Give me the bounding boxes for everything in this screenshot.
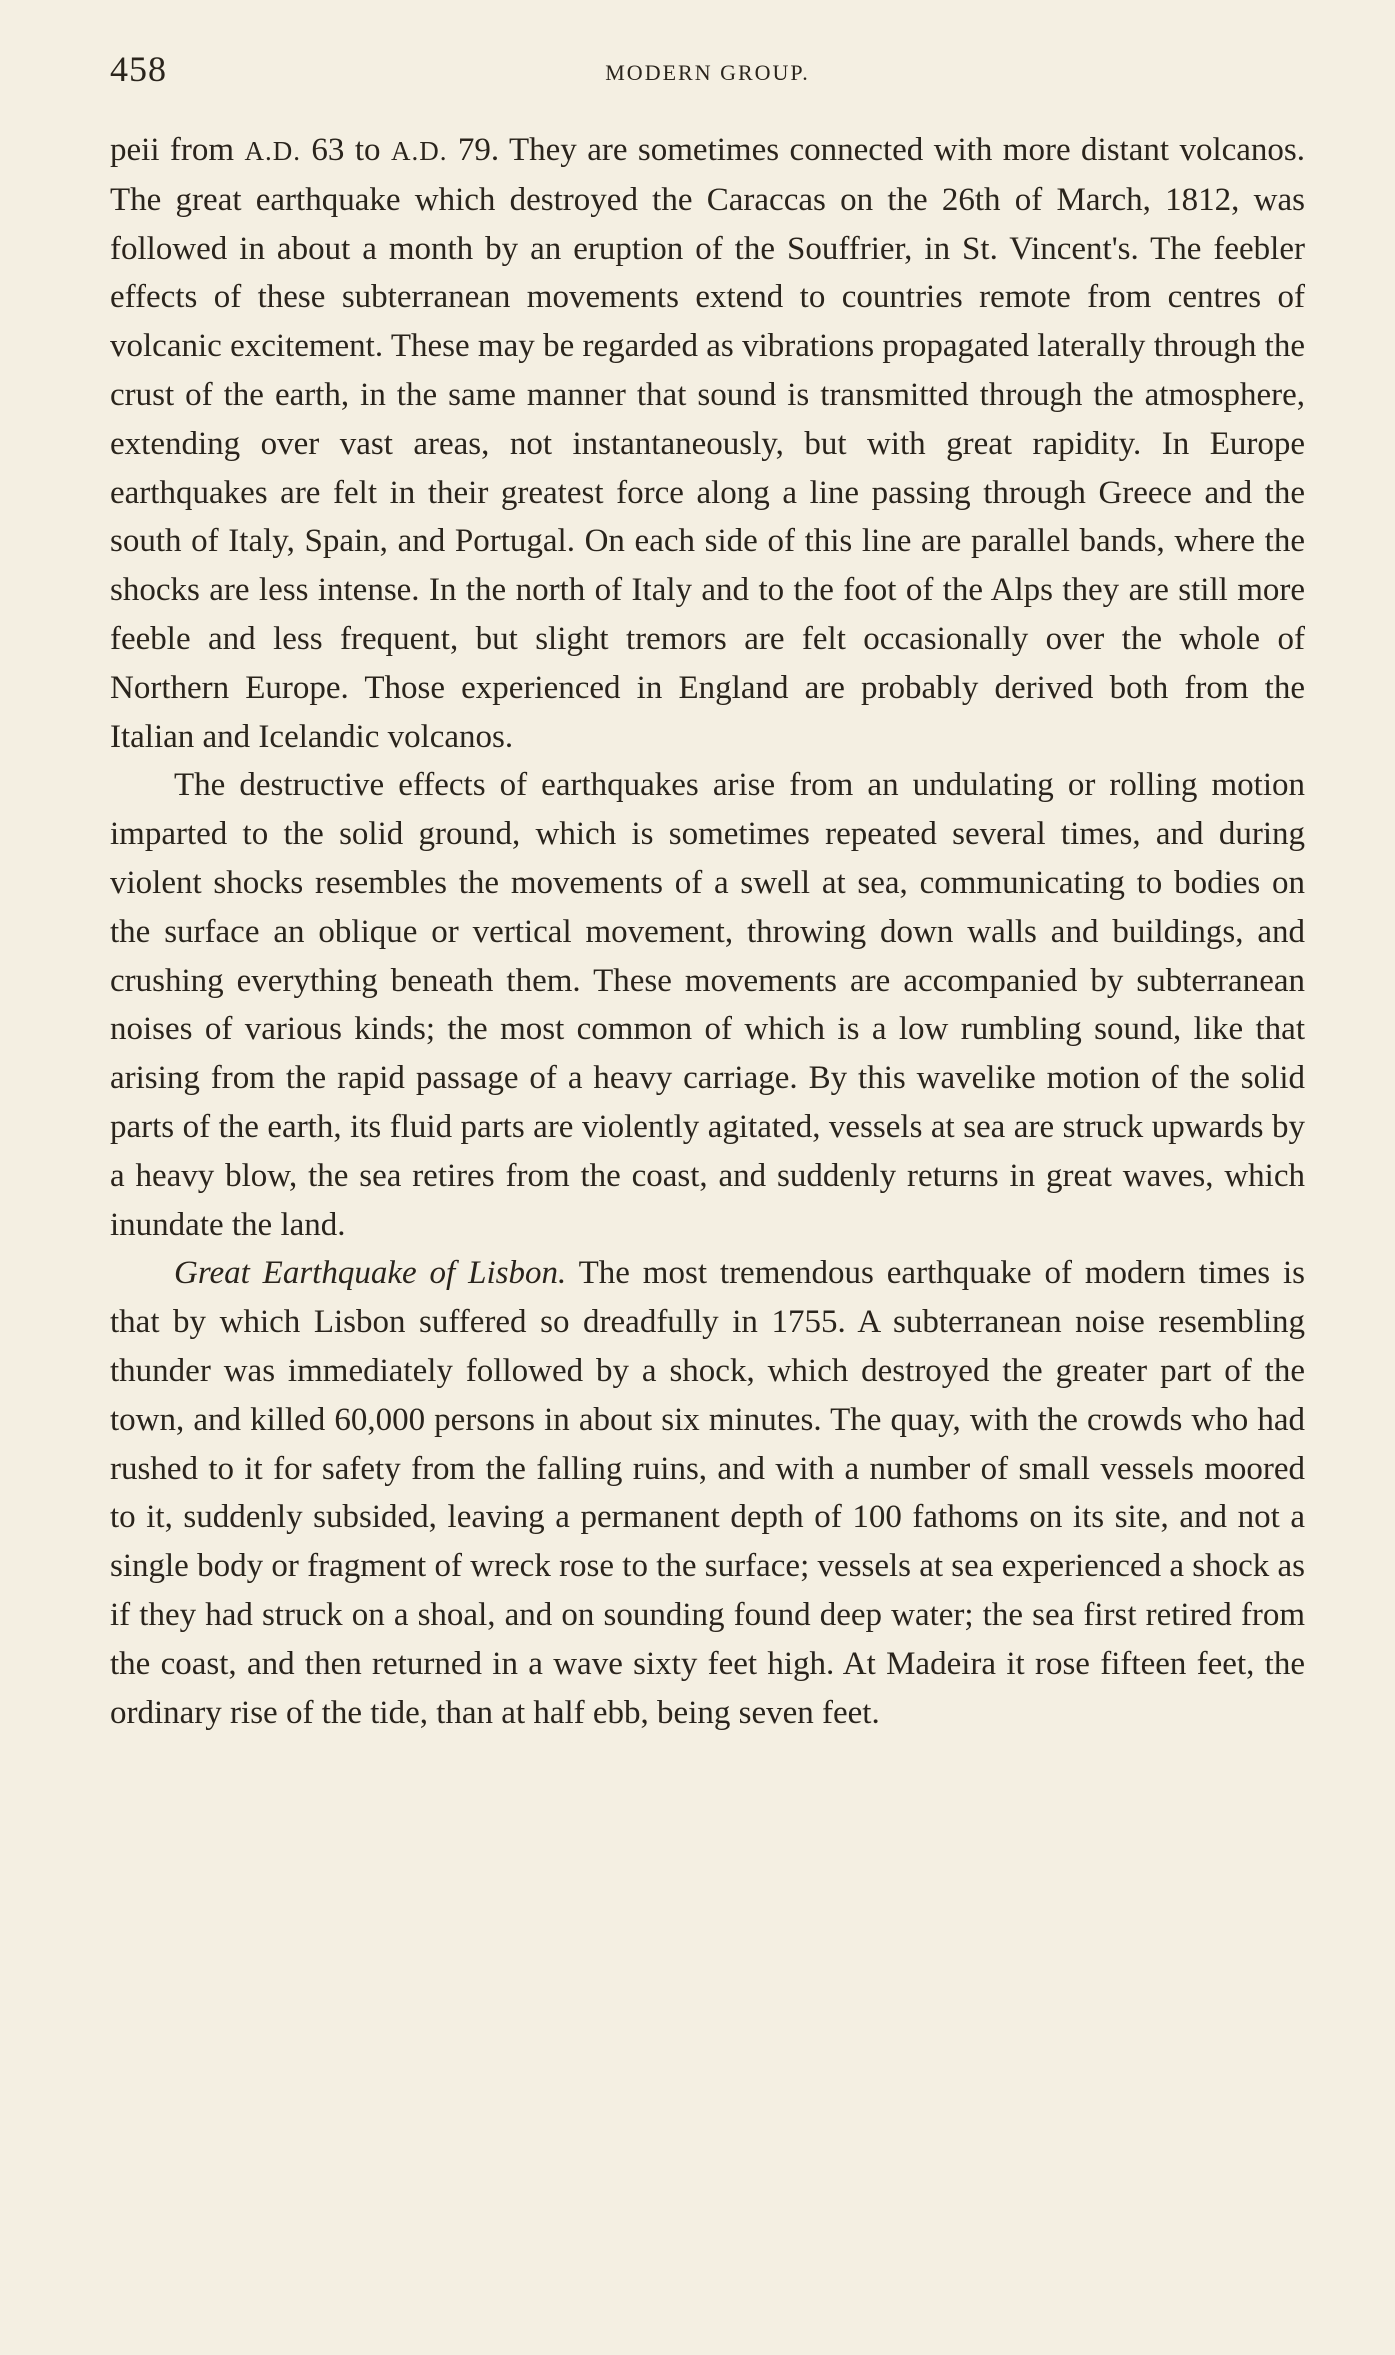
- paragraph-text: 79. They are sometimes connected with more distant volcanos. The great earthquake which destroyed the Caraccas on the 26th of March, 1812, was followed in about a month by an eruption of the Souffrier, in St. Vincent's. The feebler effects of these subterranean movements extend to countries remote from centres of volcanic excitement. These may be regarded as vibrations propagated laterally through the crust of the earth, in the same manner that sound is transmitted through the atmosphere, extending over vast areas, not instantaneously, but with great rapidity. In Europe earthquakes are felt in their greatest force along a line passing through Greece and the south of Italy, Spain, and Portugal. On each side of this line are parallel bands, where the shocks are less intense. In the north of Italy and to the foot of the Alps they are still more feeble and less frequent, but slight tremors are felt occasionally over the whole of Northern Europe. Those experienced in England are probably derived both from the Italian and Icelandic volcanos.: [110, 132, 1305, 755]
- paragraph-text: The destructive effects of earthquakes arise from an undulating or rolling motion imparted to the solid ground, which is sometimes repeated several times, and during violent shocks resembles the movements of a swell at sea, communicating to bodies on the surface an oblique or vertical movement, throwing down walls and buildings, and crushing everything beneath them. These movements are accompanied by subterranean noises of various kinds; the most common of which is a low rumbling sound, like that arising from the rapid passage of a heavy carriage. By this wavelike motion of the solid parts of the earth, its fluid parts are violently agitated, vessels at sea are struck upwards by a heavy blow, the sea retires from the coast, and suddenly returns in great waves, which inundate the land.: [110, 767, 1305, 1243]
- book-page: [110, 48, 1305, 1737]
- paragraph-earthquake-effects: [110, 761, 1305, 1249]
- page-header: [110, 48, 1305, 108]
- running-title: MODERN GROUP.: [605, 60, 810, 85]
- section-heading: Great Earthquake of Lisbon.: [174, 1255, 567, 1292]
- era-abbreviation: A.D.: [390, 136, 448, 166]
- page-number: 458: [110, 49, 167, 89]
- paragraph-text: 63 to: [301, 132, 391, 168]
- paragraph-text: peii from: [110, 132, 245, 168]
- paragraph-text: The most tremendous earthquake of modern times is that by which Lisbon suffered so dreadfully in 1755. A subterranean noise resembling thunder was immediately followed by a shock, which destroyed the greater part of the town, and killed 60,000 persons in about six minutes. The quay, with the crowds who had rushed to it for safety from the falling ruins, and with a number of small vessels moored to it, suddenly subsided, leaving a permanent depth of 100 fathoms on its site, and not a single body or fragment of wreck rose to the surface; vessels at sea experienced a shock as if they had struck on a shoal, and on sounding found deep water; the sea first retired from the coast, and then returned in a wave sixty feet high. At Madeira it rose fifteen feet, the ordinary rise of the tide, than at half ebb, being seven feet.: [110, 1255, 1305, 1731]
- paragraph-lisbon-earthquake: [110, 1249, 1305, 1737]
- paragraph-continuation: [110, 126, 1305, 761]
- era-abbreviation: A.D.: [244, 136, 301, 166]
- page-body: [110, 126, 1305, 1737]
